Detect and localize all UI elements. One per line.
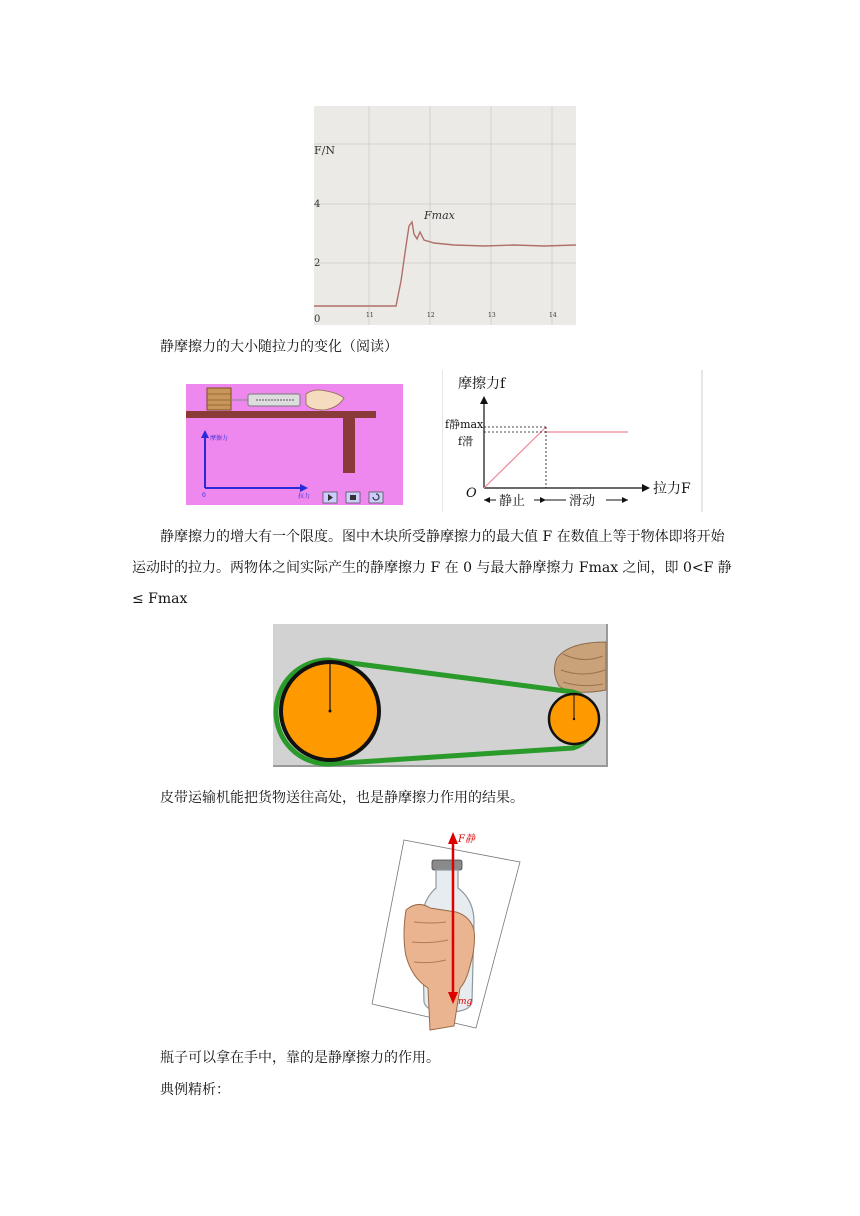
caption-2: 皮带运输机能把货物送往高处，也是静摩擦力作用的结果。 bbox=[160, 790, 524, 806]
bottle-in-hand-figure bbox=[366, 826, 526, 1036]
label-sliding: f滑 bbox=[458, 435, 474, 448]
friction-simulation bbox=[186, 384, 403, 505]
bottle-cap bbox=[432, 860, 462, 870]
x-tick-11: 11 bbox=[366, 312, 374, 319]
play-button[interactable] bbox=[323, 492, 337, 503]
force-up-label: F静 bbox=[458, 834, 475, 845]
x-tick-12: 12 bbox=[427, 312, 435, 319]
y-tick-0: 0 bbox=[314, 314, 321, 325]
force-sensor-photo bbox=[314, 106, 576, 325]
region-sliding: 滑动 bbox=[569, 494, 596, 509]
wood-block bbox=[207, 388, 231, 410]
caption-3: 瓶子可以拿在手中，靠的是静摩擦力的作用。 bbox=[160, 1050, 440, 1066]
reset-button[interactable] bbox=[369, 492, 383, 503]
x-tick-13: 13 bbox=[488, 312, 496, 319]
region-static: 静止 bbox=[499, 494, 526, 509]
force-time-graph bbox=[314, 106, 576, 325]
section-heading: 典例精析： bbox=[160, 1082, 230, 1098]
y-tick-4: 4 bbox=[314, 199, 321, 210]
table-leg bbox=[343, 418, 355, 473]
sim-origin: 0 bbox=[202, 492, 206, 499]
graph-x-label: 拉力F bbox=[653, 481, 691, 497]
y-tick-2: 2 bbox=[314, 258, 321, 269]
friction-force-graph bbox=[442, 370, 704, 512]
force-down-label: mg bbox=[458, 997, 473, 1007]
label-static-max: f静max bbox=[445, 418, 484, 431]
graph-origin: O bbox=[466, 486, 477, 501]
sim-vertical-label: 摩擦力 bbox=[210, 435, 229, 442]
sim-horizontal-label: 拉力 bbox=[298, 493, 311, 500]
table-top bbox=[186, 411, 376, 418]
belt-conveyor-figure bbox=[273, 624, 613, 772]
paragraph-limit: 静摩擦力的增大有一个限度。图中木块所受静摩擦力的最大值 F 在数值上等于物体即将开始运动时的拉力。两物体之间实际产生的静摩擦力 F 在 0 与最大静摩擦力 Fmax 之间，即 0<F 静≤ Fmax bbox=[132, 529, 732, 607]
stop-button[interactable] bbox=[346, 492, 360, 503]
fmax-label: Fmax bbox=[424, 209, 455, 222]
x-tick-14: 14 bbox=[549, 312, 557, 319]
graph-y-label: 摩擦力f bbox=[458, 376, 506, 392]
y-unit-label: F/N bbox=[314, 144, 335, 157]
force-up-arrowhead bbox=[448, 832, 458, 844]
caption-1: 静摩擦力的大小随拉力的变化（阅读） bbox=[160, 339, 398, 355]
